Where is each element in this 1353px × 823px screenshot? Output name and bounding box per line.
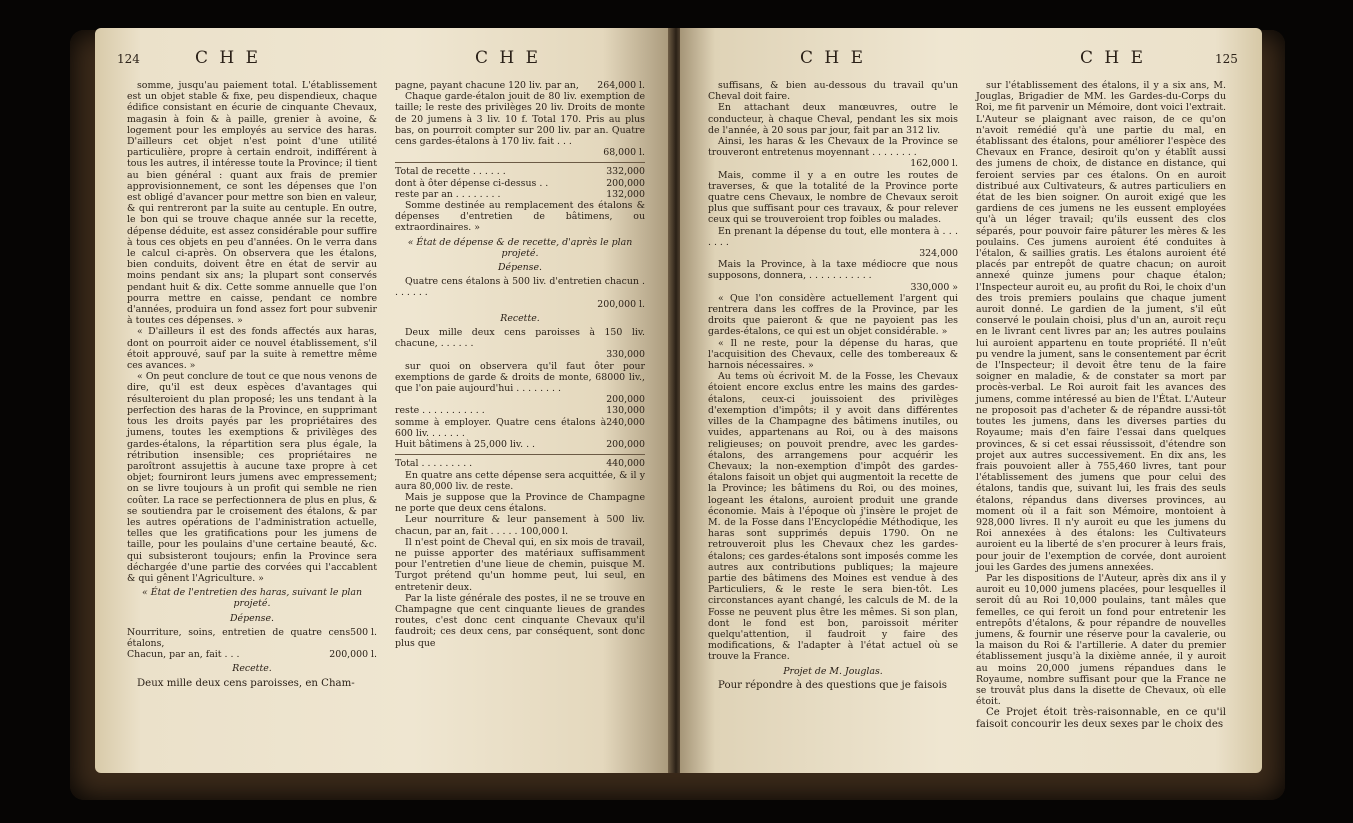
ledger-value: 130,000 bbox=[606, 405, 645, 417]
ledger-value: 200,000 l. bbox=[329, 649, 377, 661]
ledger-row bbox=[395, 439, 645, 450]
paragraph: Ce Projet étoit très-raisonnable, en ce qu'il faisoit concourir les deux sexes par le choix des bbox=[976, 707, 1226, 730]
ledger-row bbox=[708, 248, 958, 259]
page-number: 124 bbox=[117, 52, 140, 66]
paragraph: Il n'est point de Cheval qui, en six mois de travail, ne puisse apporter des matériaux suffisamment pour l'entretien d'une lieue de chemin, puisque M. Turgot prétend qu'un homme peut, lui seul, en entretenir deux. bbox=[395, 536, 645, 593]
ledger-row bbox=[395, 166, 645, 177]
ledger-value: 68,000 l. bbox=[603, 147, 645, 159]
left-page-header bbox=[95, 48, 672, 70]
ledger-value: 200,000 bbox=[606, 439, 645, 451]
paragraph: Leur nourriture & leur pansement à 500 liv. chacun, par an, fait . . . . . 100,000 l. bbox=[395, 514, 645, 537]
running-head: C H E bbox=[475, 48, 542, 68]
paragraph: En prenant la dépense du tout, elle montera à . . . . . . . bbox=[708, 225, 958, 248]
right-page bbox=[680, 28, 1262, 773]
ledger-row bbox=[127, 627, 377, 649]
ledger-row bbox=[395, 349, 645, 360]
ledger-value: 200,000 bbox=[606, 177, 645, 189]
ledger-value: 240,000 bbox=[606, 416, 645, 428]
section-heading: Recette. bbox=[232, 663, 272, 675]
left-column-1 bbox=[127, 80, 377, 689]
paragraph: Quatre cens étalons à 500 liv. d'entretien chacun . . . . . . . bbox=[395, 276, 645, 299]
ledger-value: 264,000 l. bbox=[597, 80, 645, 91]
paragraph: Somme destinée au remplacement des étalons & dépenses d'entretien de bâtimens, ou extraordinaires. » bbox=[395, 200, 645, 234]
ledger-value: 500 l. bbox=[350, 626, 377, 638]
paragraph: En attachant deux manœuvres, outre le conducteur, à chaque Cheval, pendant les six mois de l'année, à 20 sous par jour, fait par an 312 liv. bbox=[708, 102, 958, 136]
ledger-label: reste . . . . . . . . . . . bbox=[395, 405, 485, 417]
ledger-value: 330,000 » bbox=[910, 281, 958, 293]
ledger-row bbox=[395, 147, 645, 158]
ledger-value: 200,000 l. bbox=[597, 298, 645, 310]
ledger-label: Huit bâtimens à 25,000 liv. . . bbox=[395, 439, 536, 451]
paragraph: Chaque garde-étalon jouit de 80 liv. exemption de taille; le reste des privilèges 20 liv. Droits de monte de 20 jumens à 3 liv. 10 f. Total 170. Pris au plus bas, on pourroit compter sur 200 liv. par an. Quatre cens gardes-étalons à 170 liv. fait . . . bbox=[395, 91, 645, 148]
ledger-value: 440,000 bbox=[606, 458, 645, 470]
paragraph: Par les dispositions de l'Auteur, après dix ans il y auroit eu 10,000 jumens placées, pour lesquelles il seroit dû au Roi 10,000 poulains, tant mâles que femelles, ce qui feroit un fond pour entretenir les entrepôts d'étalons, & pour répandre de nouvelles jumens, & fournir une réserve pour la cavalerie, ou la maison du Roi & l'artillerie. A dater du premier établissement jusqu'à la dixième année, il y auroit au moins 20,000 jumens répandues dans le Royaume, nombre suffisant pour que la France ne se trouvât plus dans la disette de Chevaux, où elle étoit. bbox=[976, 572, 1226, 708]
paragraph: Par la liste générale des postes, il ne se trouve en Champagne que cent cinquante lieues de grandes routes, c'est donc cent cinquante Chevaux qu'il faudroit; ces deux cens, par conséquent, sont donc plus que bbox=[395, 592, 645, 649]
ledger-value: 330,000 bbox=[606, 349, 645, 361]
ledger-label: Nourriture, soins, entretien de quatre cens étalons, bbox=[127, 626, 351, 649]
section-heading: « État de dépense & de recette, d'après le plan projeté. bbox=[407, 236, 633, 259]
ledger-row bbox=[708, 158, 958, 169]
ledger-row bbox=[395, 417, 645, 439]
paragraph: Mais la Province, à la taxe médiocre que nous supposons, donnera, . . . . . . . . . . . bbox=[708, 259, 958, 282]
paragraph: « D'ailleurs il est des fonds affectés aux haras, dont on pourroit aider ce nouvel établissement, s'il étoit approuvé, sauf par la suite à remettre même ces avances. » bbox=[127, 326, 377, 372]
right-page-header bbox=[680, 48, 1262, 70]
right-column-1 bbox=[708, 80, 958, 691]
section-heading: Dépense. bbox=[498, 262, 542, 274]
paragraph: Deux mille deux cens paroisses à 150 liv. chacune, . . . . . . bbox=[395, 327, 645, 350]
page-number: 125 bbox=[1215, 52, 1238, 66]
ledger-value: 132,000 bbox=[606, 188, 645, 200]
paragraph: « Il ne reste, pour la dépense du haras, que l'acquisition des Chevaux, celle des tombereaux & harnois nécessaires. » bbox=[708, 337, 958, 372]
running-head: C H E bbox=[800, 48, 867, 68]
section-heading: Dépense. bbox=[230, 612, 274, 624]
right-column-2 bbox=[976, 80, 1226, 730]
paragraph: « Que l'on considère actuellement l'argent qui rentrera dans les coffres de la Province, par les droits que paieront & que ne payoient pas les gardes-étalons, ce qui est un objet considérable. » bbox=[708, 292, 958, 338]
ledger-value: 200,000 bbox=[606, 394, 645, 406]
paragraph: « On peut conclure de tout ce que nous venons de dire, qu'il est deux espèces d'avantages qui résulteroient du plan proposé; les uns tendant à la perfection des haras de la Province, en supprimant tous les droits payés par les propriétaires des jumens, toutes les exemptions & privilèges des gardes-étalons, la répartition sera plus égale, la rétribution insensible; ces propriétaires ne paroîtront assujettis à aucune taxe propre à cet objet; fourniront leurs jumens avec empressement; on se livre toujours à un profit qui semble ne rien coûter. La race se perfectionnera de plus en plus, & se soutiendra par le croisement des étalons, & par les autres opérations de l'administration actuelle, telles que les gratifications pour les jumens de taille, pour les poulains d'une certaine beauté, &c. qui subsisteront toujours; enfin la Province sera déchargée d'une partie des corvées qui l'accablent & qui gênent l'Agriculture. » bbox=[127, 371, 377, 584]
ledger-total-row bbox=[395, 458, 645, 469]
ledger-value: 162,000 l. bbox=[910, 158, 958, 170]
paragraph: sur quoi on observera qu'il faut ôter pour exemptions de garde & droits de monte, 68000 liv., que l'on paie aujourd'hui . . . . . . . . bbox=[395, 360, 645, 395]
ledger-label: Total de recette . . . . . . bbox=[395, 166, 506, 178]
paragraph: sur l'établissement des étalons, il y a six ans, M. Jouglas, Brigadier de MM. les Gardes-du-Corps du Roi, me fit parvenir un Mémoire, dont voici l'extrait. L'Auteur se plaignant avec raison, de ce qu'on n'avoit remédié qu'à une partie du mal, en établissant des étalons, pour améliorer l'espèce des Chevaux en France, desiroit qu'on y établît aussi des jumens de choix, de distance en distance, qui feroient servies par ces étalons. On en auroit distribué aux Cultivateurs, & autres particuliers en état de les bien soigner. On auroit exigé que les gardiens de ces jumens ne les eussent employées qu'à un léger travail; qu'ils eussent des clos séparés, pour pouvoir faire pâturer les mères & les poulains. Ces jumens auroient été conduites à l'étalon, & saillies gratis. Les étalons auroient été placés par entrepôt de quatre chacun; on auroit annexé quinze jumens pour chaque étalon; l'Inspecteur auroit eu, au profit du Roi, le choix d'un des trois premiers poulains que chaque jument auroit donné. Le gardien de la jument, s'il eût conservé le poulain choisi, plus d'un an, auroit reçu en le livrant cent livres par an; les autres poulains lui auroient appartenu en toute propriété. Il n'eût pu vendre la jument, sans le consentement par écrit de l'Inspecteur; il devoit être tenu de la faire soigner en maladie, & de constater sa mort par procès-verbal. Le Roi auroit fait les avances des jumens, comme intéressé au bien de l'État. L'Auteur ne proposoit pas d'acheter & de répandre aussi-tôt toutes les jumens, dans les diverses parties du Royaume; mais d'en faire l'essai dans quelques provinces, & si cet essai réussissoit, d'étendre son projet aux autres successivement. En dix ans, les frais pouvoient aller à 755,460 livres, tant pour l'établissement des jumens que pour celui des étalons, tandis que, suivant lui, les frais des seuls étalons, répandus dans diverses provinces, au moment où il a fait son Mémoire, montoient à 928,000 livres. Il n'y auroit eu que les jumens du Roi annexées à des étalons: les Cultivateurs auroient eu la liberté de s'en procurer à leurs frais, pour jouir de l'exemption de corvée, dont auroient joui les Gardes des jumens annexées. bbox=[976, 80, 1226, 573]
section-heading: « État de l'entretien des haras, suivant le plan projeté. bbox=[142, 587, 362, 610]
ledger-label: somme à employer. Quatre cens étalons à 600 liv. . . . . . . bbox=[395, 416, 607, 439]
ledger-value: 332,000 bbox=[606, 166, 645, 178]
divider bbox=[395, 162, 645, 163]
left-column-2 bbox=[395, 80, 645, 649]
ledger-row bbox=[395, 405, 645, 416]
left-page bbox=[95, 28, 672, 773]
section-heading: Projet de M. Jouglas. bbox=[783, 665, 883, 677]
paragraph: somme, jusqu'au paiement total. L'établissement est un objet stable & fixe, peu dispendieux, chaque édifice consistant en écurie de cinquante Chevaux, magasin à foin & à paille, grenier à avoine, & logement pour les employés au service des haras. D'ailleurs cet objet n'est point d'une utilité particulière, propre à certain endroit, indifférent à tous les autres, il intéresse toute la Province; il tient au bien général : quant aux frais de premier approvisionnement, ce sont les dépenses que l'on est obligé d'avancer pour mettre son bien en valeur, & qui rentreront par la suite au centuple. En outre, le bon qui se trouve chaque année sur la recette, dépense déduite, est assez considérable pour suffire à tous ces objets en peu d'années. On le verra dans le calcul ci-après. On observera que les étalons, bien conduits, doivent être en état de servir au moins pendant six ans; la plupart sont conservés pendant huit & dix. Cette somme annuelle que l'on pourra mettre en caisse, pendant ce nombre d'années, produira un fond assez fort pour subvenir à toutes ces dépenses. » bbox=[127, 80, 377, 327]
ledger-label: reste par an . . . . . . . . bbox=[395, 188, 501, 200]
paragraph: suffisans, & bien au-dessous du travail qu'un Cheval doit faire. bbox=[708, 80, 958, 103]
paragraph: Mais, comme il y a en outre les routes de traverses, & que la totalité de la Province porte quatre cens Chevaux, le nombre de Chevaux seroit plus que suffisant pour ces travaux, & pour relever ceux qui se trouveroient trop foibles ou malades. bbox=[708, 169, 958, 226]
ledger-row bbox=[708, 282, 958, 293]
paragraph: Pour répondre à des questions que je faisois bbox=[718, 679, 947, 691]
section-heading: Recette. bbox=[500, 312, 540, 324]
paragraph: En quatre ans cette dépense sera acquittée, & il y aura 80,000 liv. de reste. bbox=[395, 469, 645, 492]
ledger-row bbox=[395, 394, 645, 405]
paragraph: Au tems où écrivoit M. de la Fosse, les Chevaux étoient encore exclus entre les mains des gardes-étalons, ceux-ci jouissoient des privilèges d'exemption d'impôts; il y avoit dans différentes villes de la Champagne des bâtimens inutiles, ou vuides, appartenans au Roi, ou à des maisons religieuses; on pouvoit prendre, avec les gardes-étalons, des arrangemens pour acquérir les Chevaux; la non-exemption d'impôt des gardes-étalons faisoit un objet qui augmentoit la recette de la Province; les bâtimens du Roi, ou des moines, logeant les étalons, auroient produit une grande économie. Mais à l'époque où j'insère le projet de M. de la Fosse dans l'Encyclopédie Méthodique, les haras sont supprimés depuis 1790. On ne retrouveroit plus les Chevaux chez les gardes-étalons; ces gardes-étalons sont imposés comme les autres aux contributions publiques; la majeure partie des bâtimens des Moines est vendue à des Particuliers, & le reste le sera bien-tôt. Les circonstances ayant changé, les calculs de M. de la Fosse ne peuvent plus être les mêmes. Si son plan, dont le fond est bon, paroissoit mériter quelqu'attention, il faudroit y faire des modifications, & l'adapter à l'état actuel où se trouve la France. bbox=[708, 371, 958, 663]
ledger-label: dont à ôter dépense ci-dessus . . bbox=[395, 177, 549, 189]
ledger-label: pagne, payant chacune 120 liv. par an, bbox=[395, 80, 579, 91]
paragraph: Ainsi, les haras & les Chevaux de la Province se trouveront entretenus moyennant . . . . . . . . bbox=[708, 136, 958, 159]
ledger-row bbox=[395, 299, 645, 310]
ledger-row bbox=[395, 80, 645, 91]
paragraph: Mais je suppose que la Province de Champagne ne porte que deux cens étalons. bbox=[395, 491, 645, 515]
ledger-row bbox=[127, 649, 377, 660]
paragraph: Deux mille deux cens paroisses, en Cham- bbox=[137, 677, 355, 689]
ledger-value: 324,000 bbox=[919, 248, 958, 260]
running-head: C H E bbox=[1080, 48, 1147, 68]
ledger-label: Chacun, par an, fait . . . bbox=[127, 649, 240, 661]
ledger-row bbox=[395, 189, 645, 200]
divider bbox=[395, 454, 645, 455]
running-head: C H E bbox=[195, 48, 262, 68]
ledger-row bbox=[395, 178, 645, 189]
ledger-label: Total . . . . . . . . . bbox=[395, 458, 473, 470]
